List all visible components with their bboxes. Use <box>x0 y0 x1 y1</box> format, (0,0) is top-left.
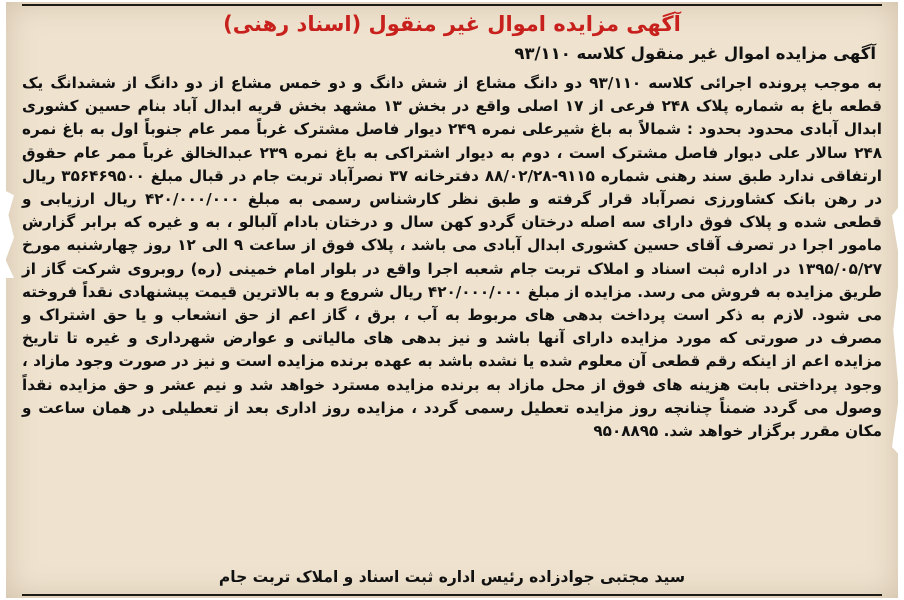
notice-title: آگهی مزایده اموال غیر منقول (اسناد رهنی) <box>223 12 681 36</box>
notice-body: به موجب پرونده اجرائی کلاسه ۹۳/۱۱۰ دو دانگ مشاع از شش دانگ و دو خمس مشاع از دو دانگ از ششدانگ یک قطعه باغ به شماره پلاک ۲۴۸ فرعی از ۱۷ اصلی واقع در بخش ۱۳ مشهد بخش قریه ابدال آباد بنام حسین کشوری ابدال آبادی محدود بحدود : شمالاً به باغ شیرعلی نمره ۲۴۹ دیوار فاصل مشترک غرباً ممر عام جنوباً اول به باغ نمره ۲۴۸ سالار علی دیوار فاصل مشترک است ، دوم به دیوار اشتراکی به باغ نمره ۲۳۹ عبدالخالق غرباً ممر عام حقوق ارتفاقی ندارد طبق سند رهنی شماره ۹۱۱۵-۸۸/۰۲/۲۸ دفترخانه ۳۷ نصرآباد تربت جام در قبال مبلغ ۳۵۶۴۶۹۵۰۰ ریال در رهن بانک کشاورزی نصرآباد قرار گرفته و طبق نظر کارشناس رسمی به مبلغ ۴۲۰/۰۰۰/۰۰۰ ریال ارزیابی و قطعی شده و پلاک فوق دارای سه اصله درختان گردو کهن سال و درختان بادام آلبالو ، به و غیره که برابر گزارش مامور اجرا در تصرف آقای حسین کشوری ابدال آبادی می باشد ، پلاک فوق از ساعت ۹ الی ۱۲ روز چهارشنبه مورخ ۱۳۹۵/۰۵/۲۷ در اداره ثبت اسناد و املاک تربت جام شعبه اجرا واقع در بلوار امام خمینی (ره) روبروی شرکت گاز از طریق مزایده به فروش می رسد. مزایده از مبلغ ۴۲۰/۰۰۰/۰۰۰ ریال شروع و به بالاترین قیمت پیشنهادی نقداً فروخته می شود. لازم به ذکر است پرداخت بدهی های مربوط به آب ، برق ، گاز اعم از حق انشعاب و یا حق اشتراک و مصرف در صورتی که مورد مزایده دارای آنها باشد و نیز بدهی های مالیاتی و عوارض شهرداری و غیره تا تاریخ مزایده اعم از اینکه رقم قطعی آن معلوم شده یا نشده باشد به عهده برنده مزایده است و نیز در صورت وجود مازاد ، وجود پرداختی بابت هزینه های فوق از محل مازاد به برنده مزایده مسترد خواهد شد و نیم عشر و حق مزایده نقداً وصول می گردد ضمناً چنانچه روز مزایده تعطیل رسمی گردد ، مزایده روز اداری بعد از تعطیلی در همان ساعت و مکان مقرر برگزار خواهد شد. ۹۵۰۸۸۹۵ <box>22 74 883 441</box>
notice-signature: سید مجتبی جوادزاده رئیس اداره ثبت اسناد و املاک تربت جام <box>218 568 686 586</box>
notice-subtitle: آگهی مزایده اموال غیر منقول کلاسه ۹۳/۱۱۰ <box>514 44 876 63</box>
top-rule <box>22 4 882 6</box>
bottom-rule <box>22 594 882 596</box>
paper-background <box>6 2 898 598</box>
